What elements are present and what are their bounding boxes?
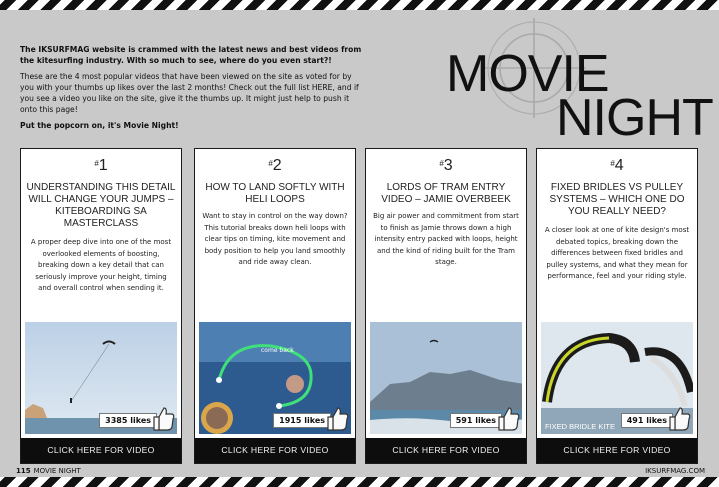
video-title: HOW TO LAND SOFTLY WITH HELI LOOPS	[205, 182, 345, 205]
click-here-for-video-button[interactable]: CLICK HERE FOR VIDEO	[537, 438, 697, 463]
video-card-3	[365, 148, 527, 464]
movie-night-logo	[434, 18, 714, 147]
click-here-for-video-button[interactable]: CLICK HERE FOR VIDEO	[21, 438, 181, 463]
intro-body: These are the 4 most popular videos that have been viewed on the site as voted for by you with your thumbs up likes over the last 2 months! Check out the full list HERE, and if you see a video you like on the site, give it the thumbs up. It might just help to push it onto this page!	[20, 72, 359, 114]
likes-badge: 3385 likes	[99, 413, 157, 428]
video-card-1	[20, 148, 182, 464]
intro-lead: The IKSURFMAG website is crammed with the latest news and best videos from the kitesurfing industry. With so much to see, where do you even start?!	[20, 45, 362, 65]
video-title: UNDERSTANDING THIS DETAIL WILL CHANGE YOUR JUMPS – KITEBOARDING SA MASTERCLASS	[26, 182, 176, 229]
likes-badge: 591 likes	[450, 413, 502, 428]
bottom-stripe-border	[0, 477, 719, 487]
video-thumbnail[interactable]	[541, 322, 693, 434]
rank-number: #2	[268, 157, 282, 174]
intro-text	[20, 44, 365, 136]
rank-number: #3	[439, 157, 453, 174]
site-url[interactable]: IKSURFMAG.COM	[645, 467, 705, 475]
overlay-caption: FIXED BRIDLE KITE	[545, 422, 616, 431]
rank-number: #1	[94, 157, 108, 174]
video-description: A closer look at one of kite design's most debated topics, breaking down the differences between fixed bridles and pulley systems, and what they mean for performance, feel and your riding style.	[544, 226, 690, 281]
video-thumbnail[interactable]	[199, 322, 351, 434]
logo-word-night: NIGHT	[556, 89, 713, 147]
section-name: MOVIE NIGHT	[33, 467, 81, 475]
video-description: A proper deep dive into one of the most overlooked elements of boosting, breaking down a key detail that can seriously improve your height, timing and overall control when sending it.	[30, 238, 172, 293]
video-description: Want to stay in control on the way down? This tutorial breaks down heli loops with clear tips on timing, kite movement and body position to help you land smoothly and ride away clean.	[202, 212, 348, 267]
likes-badge: 491 likes	[621, 413, 673, 428]
likes-badge: 1915 likes	[273, 413, 331, 428]
intro-closing: Put the popcorn on, it's Movie Night!	[20, 121, 179, 130]
thumbs-up-icon[interactable]	[153, 406, 175, 432]
thumbs-up-icon[interactable]	[669, 406, 691, 432]
thumbs-up-icon[interactable]	[327, 406, 349, 432]
logo-word-movie: MOVIE	[446, 45, 609, 103]
click-here-for-video-button[interactable]: CLICK HERE FOR VIDEO	[195, 438, 355, 463]
video-card-4	[536, 148, 698, 464]
page-footer-left	[16, 467, 81, 475]
click-here-for-video-button[interactable]: CLICK HERE FOR VIDEO	[366, 438, 526, 463]
overlay-caption: come back	[261, 347, 294, 354]
video-description: Big air power and commitment from start to finish as Jamie throws down a high intensity entry packed with loops, height and the kind of riding built for the Tram stage.	[373, 212, 519, 267]
top-stripe-border	[0, 0, 719, 10]
page-number: 115	[16, 467, 31, 475]
video-thumbnail[interactable]	[370, 322, 522, 434]
video-thumbnail[interactable]	[25, 322, 177, 434]
thumbs-up-icon[interactable]	[498, 406, 520, 432]
rank-number: #4	[610, 157, 624, 174]
video-title: FIXED BRIDLES VS PULLEY SYSTEMS – WHICH ONE DO YOU REALLY NEED?	[549, 182, 685, 217]
video-card-2	[194, 148, 356, 464]
video-title: LORDS OF TRAM ENTRY VIDEO – JAMIE OVERBEEK	[381, 182, 511, 205]
